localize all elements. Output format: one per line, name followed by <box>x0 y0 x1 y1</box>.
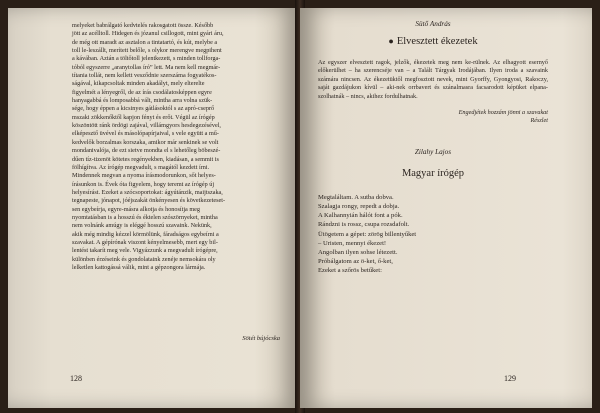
text-line: de még ott maradt az asztalon a tintatartó, és kút, melybe a <box>72 38 218 46</box>
text-line: kedvelők borzalmas korszaka, amikor már senkinek se volt <box>72 138 219 146</box>
text-line: jött az acélltoll. Hidegen és józanul csillogott, mint gyári áru, <box>72 30 224 38</box>
text-line: helyesírást. Ezeket a szócsoportokat: ágyútánzik, maijtszaka, <box>72 188 223 196</box>
poem-line: – Uristen, mennyi ékezet! <box>318 239 387 247</box>
poem-line: Angolban ilyen sohse létezett. <box>318 249 398 257</box>
text-line: köszöntött ránk ördögi zajával, villámgyors hesdegezésével, <box>72 122 221 130</box>
text-line: lentést takarít meg vele. Vigyázzunk a megvadult írógépre, <box>72 247 218 255</box>
text-line: írásunkon is. Évek óta figyelem, hogy teremt az írógép új <box>72 180 215 188</box>
text-line: mszaki zökkenőktől kapjon fényt és erőt. Végül az írógép <box>72 113 215 121</box>
text-line: lelketlen kattogássá válik, mint a gépzongora lármája. <box>72 263 206 271</box>
poem-line: Próbálgatom az ö-ket, ő-ket, <box>318 258 393 266</box>
left-signature: Sötét bújócska <box>242 335 280 342</box>
poem-title: Magyar írógép <box>401 167 465 179</box>
poem-line: Ezeket a szőrös betűket: <box>318 267 382 275</box>
text-line: hanyagabbá és lomposabbá vált, mintha arra volna szük- <box>72 97 213 105</box>
poem-line: Rándzni is rossz, csupa rozsdafolt. <box>318 221 410 229</box>
text-line: toll le-leszállt, merített belőle, s olykor merengve megpihent <box>72 47 222 55</box>
poem-line: Megtaláltam. A sutba dobva. <box>318 193 394 201</box>
text-line: ságával, kikapcsoltak minden akadályt, mely elterelte <box>72 80 205 88</box>
poem-line: A Kalhannyián hálót font a pók. <box>318 212 403 220</box>
right-page <box>300 8 592 408</box>
dedication-line: Engedjétek hozzám jönni a szavakat <box>458 109 548 117</box>
bullet-icon: ● <box>388 36 394 46</box>
text-line: sége, hogy éppen a kicsinyes gátlásoktól s az apró-cseprő <box>72 105 215 113</box>
text-line: tegnapeste, jónapot, jóéjszakát önkényesen és következeteset- <box>72 197 226 205</box>
text-line: sen egybeírja, egyre-másra alkotja és honosítja meg <box>72 205 201 213</box>
paragraph: Az egyszer elvesztett ragok, jelzők, ékezetek meg nem ke-rülnek. Az elhagyott esernyő előkerülhet – ha szerencséje van – a Talált Tárgyak Irodájában. Ilyen iroda a szavaink számára nincsen. Az ékezetüktől megfosztott nevek, mint Gyorffy, Gyongyosi, Rakoczy, saját gazdájukon kívül – aki-nek orrbavert és szánalmasra facsarodott képüket elpana-szolhatnák – nincs, akihez fordulhatnak. <box>318 59 548 100</box>
text-line: nem volnánk amúgy is eléggé hosszú szavaink. Nekünk, <box>72 222 212 230</box>
right-page-text <box>318 18 548 276</box>
text-line: akik még mindig kézzel körmölünk, fáradságos egybeírni a <box>72 230 219 238</box>
left-page-number: 128 <box>70 374 82 383</box>
poem-line: Szalagja rongy, repedt a dobja. <box>318 203 400 211</box>
left-page-text <box>72 22 282 272</box>
text-line: figyelmét a lényegről, de az írás csodálatosképpen egyre <box>72 88 212 96</box>
text-line: títania tollát, nem kellett vesződnie szerszáma fogyatékos- <box>72 72 217 80</box>
text-line: dűen tíz-tizenöt kötetes regényekben, kiadásan, a semmit is <box>72 155 219 163</box>
poem-line: Ütögetem a gépet: zörög billentyűket <box>318 230 417 238</box>
poem <box>318 193 548 276</box>
dedication-line: Részlet <box>530 117 548 125</box>
text-line: Mindennek megvan a nyoma írásmodorunkon, sőt helyes- <box>72 172 216 180</box>
text-line: elképesztő üvével és másolópapírjaival, s vele együtt a mű- <box>72 130 219 138</box>
author-name-2: Zilahy Lajos <box>414 147 452 156</box>
text-line: fölhígítva. Az írógép megvadult, s magától kezdett írni. <box>72 163 210 171</box>
right-page-number: 129 <box>504 374 516 383</box>
text-line: tóból egyszerre „aranytollas író” lett. Ma nem kell megmár- <box>72 63 221 71</box>
left-page <box>8 8 298 408</box>
text-line: a kávában. Aztán a töltőtoll jelentkezett, s minden tollforga- <box>72 55 221 63</box>
section-title-text: Elvesztett ékezetek <box>396 36 478 47</box>
text-line: melyeket babrálgató kedvtelés rakosgatott össze. Később <box>72 22 214 29</box>
author-name: Sütő András <box>415 20 451 28</box>
section-title <box>318 36 548 47</box>
text-line: nyomtatásban is a hosszú és éktelen szószörnyeket, mintha <box>72 213 218 221</box>
dedication <box>318 109 548 126</box>
text-line: szavakat. A gépírónak viszont kényelmesebb, mert egy bil- <box>72 238 218 246</box>
text-line: mondanivalója, de ezt sietve mondta el s lehetőleg böbeszé- <box>72 147 221 155</box>
text-line: különben érzéseink és gondolataink zenéje nemsokára oly <box>72 255 216 263</box>
